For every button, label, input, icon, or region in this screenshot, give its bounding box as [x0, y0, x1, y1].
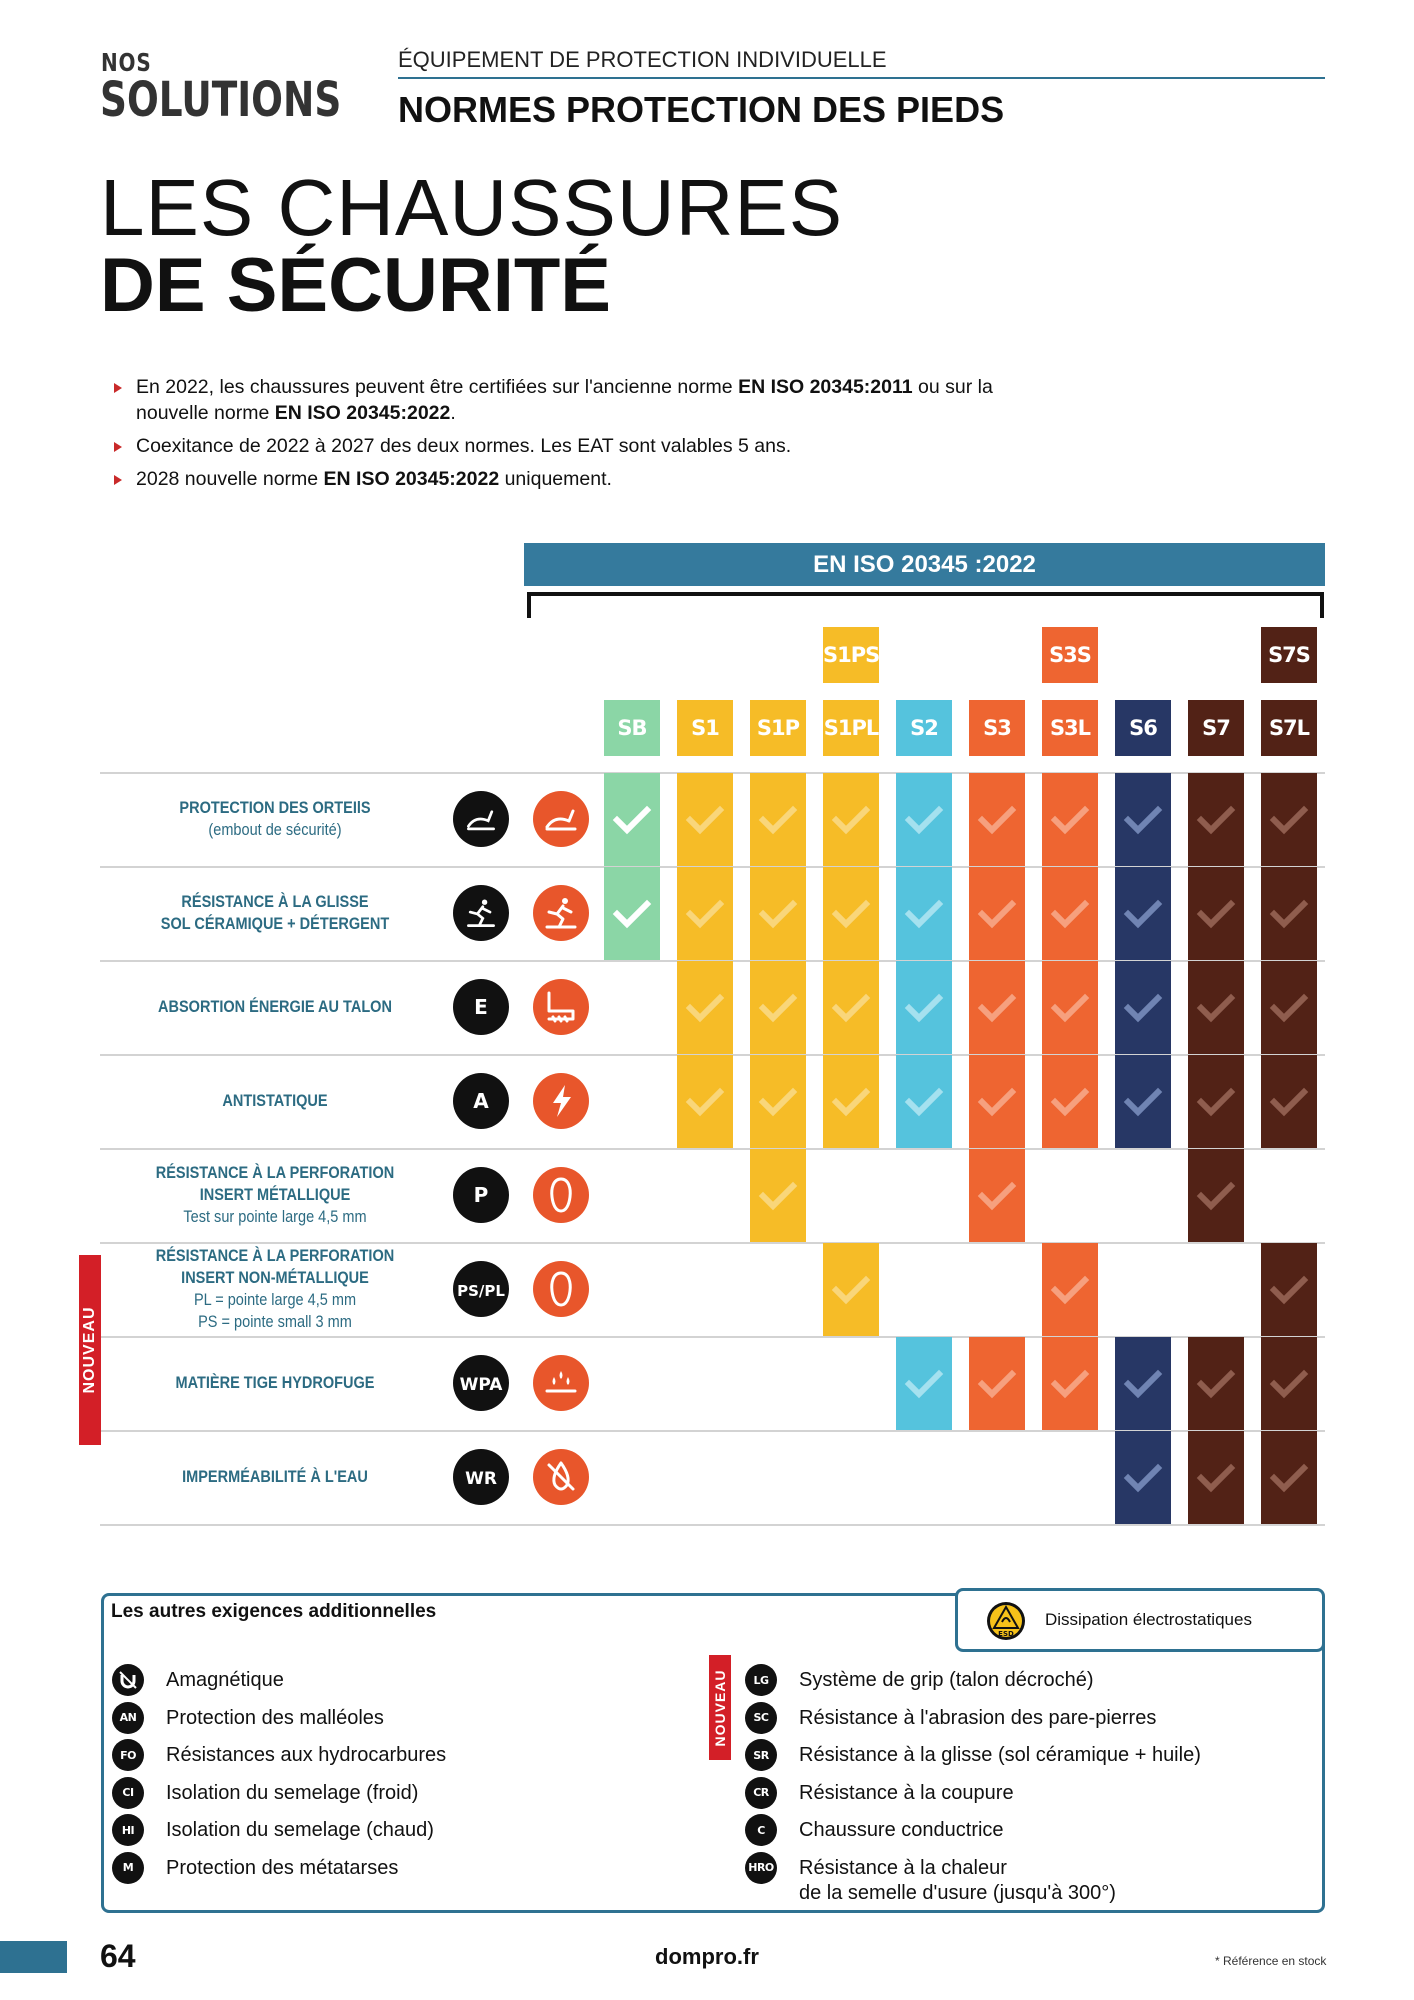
check-icon [758, 894, 798, 934]
requirement-text: Résistance à la chaleur de la semelle d'usure (jusqu'à 300°) [799, 1856, 1116, 1904]
requirement-code-badge: FO [112, 1739, 144, 1771]
check-icon [1269, 800, 1309, 840]
check-cell [750, 1055, 806, 1148]
check-icon [1269, 1270, 1309, 1310]
check-cell [1261, 1055, 1317, 1148]
column-code-alt: S1PS [823, 627, 879, 683]
check-icon [685, 800, 725, 840]
requirement-item [745, 1743, 1201, 1771]
check-icon [1123, 800, 1163, 840]
criterion-symbol [463, 801, 499, 837]
check-icon [831, 988, 871, 1028]
criterion-code-badge [453, 885, 509, 941]
check-icon [1196, 1458, 1236, 1498]
requirement-text: Résistance à la coupure [799, 1781, 1014, 1804]
check-icon [977, 1364, 1017, 1404]
criterion-label [121, 1245, 429, 1333]
check-cell [750, 773, 806, 866]
requirement-text: Chaussure conductrice [799, 1819, 1004, 1841]
check-cell [1115, 1431, 1171, 1524]
criterion-title: INSERT NON-MÉTALLIQUE [181, 1269, 369, 1287]
requirement-text: Résistances aux hydrocarbures [166, 1744, 447, 1766]
column-code: S7 [1188, 700, 1244, 756]
check-icon [758, 988, 798, 1028]
column-code: S7L [1261, 700, 1317, 756]
criterion-label [121, 996, 429, 1018]
check-icon [904, 800, 944, 840]
column-code: S2 [896, 700, 952, 756]
column-code: S1PL [823, 700, 879, 756]
check-cell [1188, 1337, 1244, 1430]
requirement-code-badge: SR [745, 1739, 777, 1771]
check-icon [1269, 1458, 1309, 1498]
check-icon [685, 1082, 725, 1122]
esd-icon [986, 1601, 1026, 1641]
column-code: S1 [677, 700, 733, 756]
website: dompro.fr [655, 1944, 759, 1969]
requirement-item [112, 1781, 418, 1809]
requirement-item [112, 1743, 446, 1771]
criterion-symbol [463, 895, 499, 931]
requirement-text: Protection des malléoles [166, 1706, 384, 1729]
column-code: S1P [750, 700, 806, 756]
check-cell [823, 961, 879, 1054]
column-code: S6 [1115, 700, 1171, 756]
page-title-line2: DE SÉCURITÉ [100, 243, 611, 328]
check-icon [1050, 894, 1090, 934]
check-icon [831, 1270, 871, 1310]
requirement-code-badge: CI [112, 1777, 144, 1809]
check-cell [604, 867, 660, 960]
criterion-label [121, 797, 429, 841]
check-cell [896, 1055, 952, 1148]
magnet-icon [117, 1669, 139, 1691]
criterion-title: ABSORTION ÉNERGIE AU TALON [158, 998, 392, 1016]
requirement-text: Isolation du semelage (froid) [166, 1781, 419, 1804]
check-icon [1196, 800, 1236, 840]
check-icon [1123, 988, 1163, 1028]
requirement-code-badge: CR [745, 1777, 777, 1809]
check-cell [1261, 867, 1317, 960]
check-icon [1050, 988, 1090, 1028]
check-icon [685, 894, 725, 934]
intro-bullets [112, 374, 1012, 499]
check-cell [969, 1149, 1025, 1242]
check-cell [969, 1337, 1025, 1430]
standard-bracket [527, 592, 1324, 618]
check-icon [904, 988, 944, 1028]
criterion-title: IMPERMÉABILITÉ À L'EAU [182, 1468, 368, 1486]
check-cell [1188, 1149, 1244, 1242]
requirement-text: Résistance à la glisse (sol céramique + huile) [799, 1744, 1201, 1766]
check-cell [896, 773, 952, 866]
toe-cap-icon-glyph [541, 799, 581, 839]
check-icon [977, 800, 1017, 840]
page-title-line1: LES CHAUSSURES [100, 163, 844, 252]
check-icon [758, 1082, 798, 1122]
requirement-item [745, 1706, 1156, 1734]
criterion-title: ANTISTATIQUE [222, 1092, 328, 1110]
check-icon [1196, 894, 1236, 934]
criterion-title: PROTECTION DES ORTEIlS [179, 799, 371, 817]
check-cell [1188, 961, 1244, 1054]
check-cell [1115, 773, 1171, 866]
check-cell [677, 867, 733, 960]
bullet-item [112, 433, 1012, 459]
check-cell [969, 1055, 1025, 1148]
criterion-title: SOL CÉRAMIQUE + DÉTERGENT [160, 915, 390, 933]
check-icon [1269, 1082, 1309, 1122]
check-icon [977, 894, 1017, 934]
slip-icon [533, 885, 589, 941]
check-cell [1042, 773, 1098, 866]
bullet-strong: EN ISO 20345:2022 [274, 402, 451, 424]
criterion-code-badge [453, 1167, 509, 1223]
check-icon [1196, 1176, 1236, 1216]
check-icon [758, 1176, 798, 1216]
sole-icon-glyph [541, 1175, 581, 1215]
requirement-text: Amagnétique [166, 1669, 284, 1691]
toe-cap-icon [533, 791, 589, 847]
criterion-label [121, 1466, 429, 1488]
check-icon [685, 988, 725, 1028]
column-code: S3L [1042, 700, 1098, 756]
nouveau-tag: NOUVEAU [79, 1255, 101, 1445]
heel-energy-icon-glyph [541, 987, 581, 1027]
check-icon [1123, 894, 1163, 934]
standard-header: EN ISO 20345 :2022 [524, 543, 1325, 586]
check-cell [823, 773, 879, 866]
requirement-item [112, 1856, 398, 1884]
brand-line1: NOS [101, 48, 152, 77]
check-icon [1123, 1364, 1163, 1404]
section-kicker: ÉQUIPEMENT DE PROTECTION INDIVIDUELLE [398, 47, 887, 72]
requirement-item [112, 1818, 434, 1846]
requirement-text: Isolation du semelage (chaud) [166, 1819, 434, 1841]
bullet-text: ou sur la nouvelle norme [136, 376, 993, 424]
check-icon [1123, 1082, 1163, 1122]
bullet-text: Coexitance de 2022 à 2027 des deux normes. Les EAT sont valables 5 ans. [136, 435, 792, 457]
page-number: 64 [100, 1938, 136, 1974]
check-icon [1050, 1082, 1090, 1122]
requirement-code-badge: SC [745, 1702, 777, 1734]
check-icon [1123, 1458, 1163, 1498]
check-cell [677, 773, 733, 866]
check-icon [758, 800, 798, 840]
check-icon [831, 1082, 871, 1122]
criterion-code: WPA [459, 1375, 503, 1395]
criterion-code-badge [453, 1449, 509, 1505]
column-code: SB [604, 700, 660, 756]
bullet-text: 2028 nouvelle norme [136, 468, 324, 490]
check-cell [1188, 1055, 1244, 1148]
requirement-text: Résistance à l'abrasion des pare-pierres [799, 1706, 1157, 1729]
criterion-title: RÉSISTANCE À LA PERFORATION [155, 1247, 395, 1265]
check-icon [1050, 1270, 1090, 1310]
check-cell [1115, 1337, 1171, 1430]
criterion-code: PS/PL [457, 1282, 505, 1300]
check-cell [1042, 867, 1098, 960]
check-cell [1188, 867, 1244, 960]
check-cell [823, 1243, 879, 1336]
bullet-text: En 2022, les chaussures peuvent être certifiées sur l'ancienne norme [136, 376, 739, 398]
bullet-item [112, 466, 1012, 492]
check-cell [896, 961, 952, 1054]
check-cell [677, 1055, 733, 1148]
check-cell [604, 773, 660, 866]
check-cell [750, 1149, 806, 1242]
check-cell [1042, 961, 1098, 1054]
check-cell [1115, 867, 1171, 960]
check-icon [904, 1082, 944, 1122]
sole-icon-glyph [541, 1269, 581, 1309]
requirement-item [745, 1856, 1116, 1906]
criterion-title: RÉSISTANCE À LA GLISSE [181, 893, 369, 911]
column-code-alt: S3S [1042, 627, 1098, 683]
requirement-code-badge: AN [112, 1702, 144, 1734]
slip-icon-glyph [541, 893, 581, 933]
row-divider [100, 1242, 1325, 1244]
criterion-title: INSERT MÉTALLIQUE [199, 1186, 351, 1204]
check-cell [896, 867, 952, 960]
page-subtitle: NORMES PROTECTION DES PIEDS [398, 89, 1005, 130]
check-icon [1050, 800, 1090, 840]
water-drops-icon [533, 1355, 589, 1411]
criterion-subtext: PS = pointe small 3 mm [198, 1313, 352, 1331]
brand-line2: SOLUTIONS [100, 72, 342, 128]
requirement-text: Système de grip (talon décroché) [799, 1669, 1094, 1691]
check-cell [1188, 773, 1244, 866]
check-icon [904, 894, 944, 934]
criterion-title: MATIÈRE TIGE HYDROFUGE [175, 1374, 375, 1392]
bullet-strong: EN ISO 20345:2011 [738, 376, 913, 398]
criterion-label [121, 1090, 429, 1112]
criterion-subtext: (embout de sécurité) [208, 821, 342, 839]
esd-label: Dissipation électrostatiques [1045, 1610, 1252, 1629]
requirement-text: Protection des métatarses [166, 1856, 399, 1879]
nouveau-tag-additional: NOUVEAU [709, 1655, 731, 1760]
check-cell [896, 1337, 952, 1430]
requirement-item [745, 1818, 1004, 1846]
criterion-code-badge [453, 791, 509, 847]
sole-icon [533, 1261, 589, 1317]
criterion-code: WR [465, 1469, 497, 1489]
check-cell [1042, 1055, 1098, 1148]
criterion-code: E [474, 995, 488, 1019]
requirement-item [112, 1706, 384, 1734]
check-icon [977, 988, 1017, 1028]
check-icon [612, 800, 652, 840]
requirement-code-badge: HRO [745, 1852, 777, 1884]
check-cell [1188, 1431, 1244, 1524]
criterion-code-badge [453, 1355, 509, 1411]
lightning-icon-glyph [541, 1081, 581, 1121]
footnote: * Référence en stock [1215, 1954, 1327, 1968]
requirement-item [745, 1781, 1014, 1809]
requirement-code-badge: HI [112, 1814, 144, 1846]
check-cell [750, 961, 806, 1054]
bullet-text: . [450, 402, 456, 424]
esd-code: ESD [998, 1630, 1014, 1638]
no-water-icon-glyph [541, 1457, 581, 1497]
check-cell [1115, 1055, 1171, 1148]
check-icon [612, 894, 652, 934]
check-icon [831, 894, 871, 934]
criterion-code-badge [453, 1073, 509, 1129]
check-icon [1196, 988, 1236, 1028]
check-cell [969, 773, 1025, 866]
criterion-title: RÉSISTANCE À LA PERFORATION [155, 1164, 395, 1182]
criterion-code-badge [453, 979, 509, 1035]
check-icon [831, 800, 871, 840]
check-cell [1115, 961, 1171, 1054]
lightning-icon [533, 1073, 589, 1129]
criterion-subtext: Test sur pointe large 4,5 mm [183, 1208, 367, 1226]
criterion-code-badge [453, 1261, 509, 1317]
check-cell [1261, 773, 1317, 866]
check-icon [1196, 1364, 1236, 1404]
row-divider [100, 1524, 1325, 1526]
check-icon [1050, 1364, 1090, 1404]
bullet-text: uniquement. [499, 468, 612, 490]
check-icon [1269, 1364, 1309, 1404]
check-cell [969, 961, 1025, 1054]
check-cell [1042, 1243, 1098, 1336]
column-code-alt: S7S [1261, 627, 1317, 683]
no-water-icon [533, 1449, 589, 1505]
criterion-code: A [473, 1089, 489, 1113]
sole-icon [533, 1167, 589, 1223]
check-cell [823, 1055, 879, 1148]
requirement-item [112, 1668, 284, 1696]
water-drops-icon-glyph [541, 1363, 581, 1403]
check-icon [1269, 894, 1309, 934]
check-cell [1261, 1243, 1317, 1336]
check-icon [1269, 988, 1309, 1028]
criterion-code: P [473, 1183, 489, 1207]
criterion-label [121, 1372, 429, 1394]
heel-energy-icon [533, 979, 589, 1035]
bullet-strong: EN ISO 20345:2022 [323, 468, 500, 490]
column-code: S3 [969, 700, 1025, 756]
check-cell [677, 961, 733, 1054]
additional-title: Les autres exigences additionnelles [111, 1601, 437, 1622]
check-cell [1261, 1337, 1317, 1430]
requirement-code-badge: LG [745, 1664, 777, 1696]
page-bar [0, 1941, 67, 1973]
requirement-code-badge: M [112, 1852, 144, 1884]
header-divider [398, 77, 1325, 79]
row-divider [100, 1148, 1325, 1150]
check-icon [1196, 1082, 1236, 1122]
check-cell [823, 867, 879, 960]
check-icon [904, 1364, 944, 1404]
bullet-item [112, 374, 1012, 426]
requirement-code-badge [112, 1664, 144, 1696]
check-cell [1261, 961, 1317, 1054]
criterion-label [121, 1162, 429, 1228]
check-cell [750, 867, 806, 960]
criterion-subtext: PL = pointe large 4,5 mm [193, 1291, 357, 1309]
requirement-code-badge: C [745, 1814, 777, 1846]
criterion-label [121, 891, 429, 935]
check-icon [977, 1082, 1017, 1122]
check-cell [1042, 1337, 1098, 1430]
check-cell [1261, 1431, 1317, 1524]
check-icon [977, 1176, 1017, 1216]
requirement-item [745, 1668, 1094, 1696]
check-cell [969, 867, 1025, 960]
